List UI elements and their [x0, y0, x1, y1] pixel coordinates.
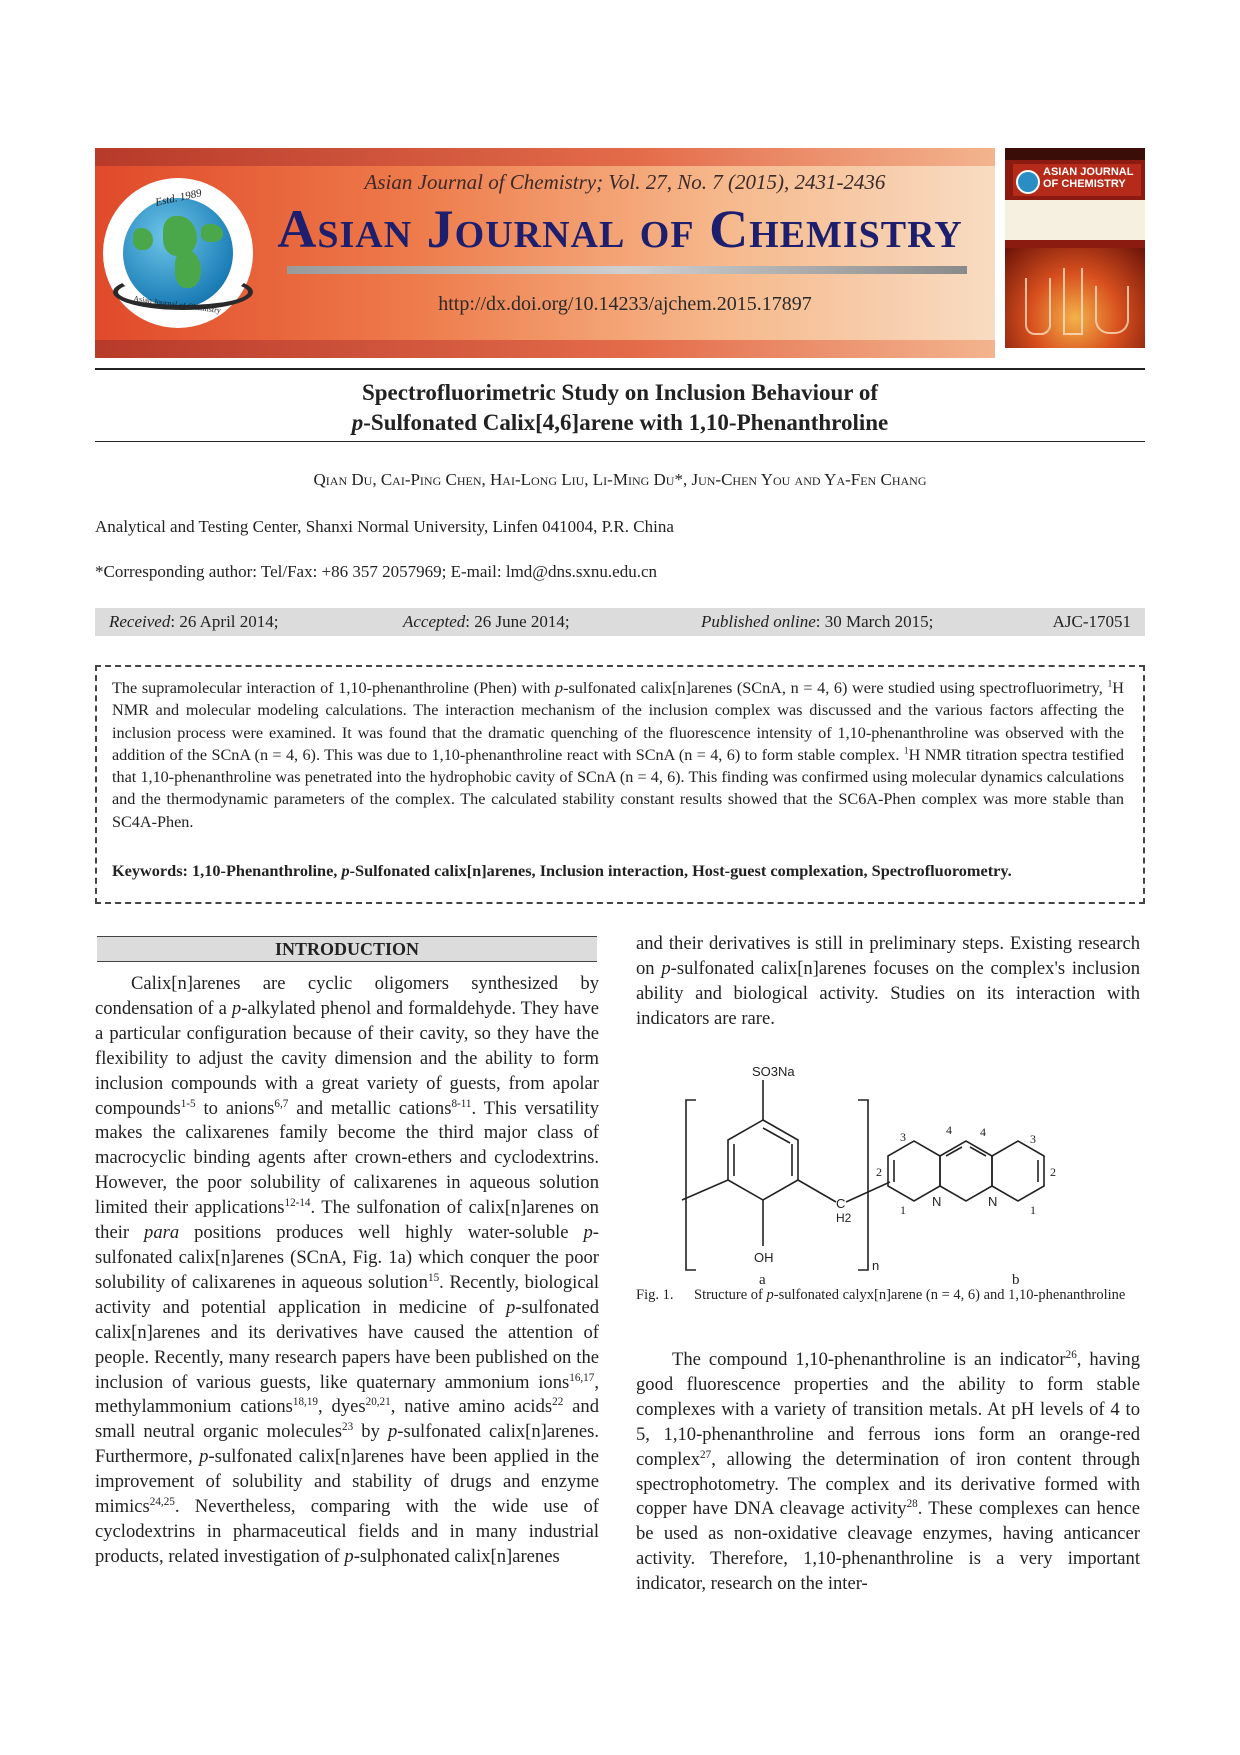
- h2-label: H2: [836, 1211, 852, 1225]
- intro-paragraph-continued: and their derivatives is still in preliminary steps. Existing research on p-sulfonated calix[n]arenes focuses on the complex's inclusion ability and biological activity. Studies on its interaction with indicators are rare.: [636, 933, 1140, 1029]
- phen-num-4a: 4: [946, 1123, 952, 1137]
- n-subscript: n: [872, 1258, 880, 1273]
- accepted-date: Accepted : 26 June 2014;: [403, 612, 570, 631]
- intro-right-column-bottom: [636, 1348, 1140, 1597]
- title-top-rule: [95, 368, 1145, 370]
- title-line-1: Spectrofluorimetric Study on Inclusion Behaviour of: [361, 380, 879, 405]
- intro-left-column: [95, 972, 599, 1570]
- article-title: [95, 378, 1145, 438]
- phen-middle-ring: [940, 1141, 992, 1201]
- intro-right-column-top: [636, 932, 1140, 1032]
- article-dates-bar: [95, 608, 1145, 636]
- keywords: Keywords: 1,10-Phenanthroline, p-Sulfonated calix[n]arenes, Inclusion interaction, Host-guest complexation, Spectrofluorometry.: [112, 861, 1012, 880]
- so3na-label: SO3Na: [752, 1064, 795, 1079]
- phen-num-2b: 2: [1050, 1165, 1056, 1179]
- figure-1-structures: [650, 1050, 1150, 1290]
- phen-left-ring: [888, 1141, 940, 1201]
- journal-globe-logo: [103, 178, 253, 328]
- intro-paragraph-1: Calix[n]arenes are cyclic oligomers synthesized by condensation of a p-alkylated phenol and formaldehyde. They have a particular configuration because of their cavity, so they have the flexibility to adjust the cavity dimension and the ability to form inclusion compounds with a great variety of guests, from apolar compounds$^{1-5}$ to anions$^{6,7}$ and metallic cations$^{8-11}$. This versatility makes the calixarenes family become the third major class of macrocyclic binding agents after crown-ethers and cyclodextrins. However, the poor solubility of calixarenes in aqueous solution limited their applications$^{12-14}$. The sulfonation of calix[n]arenes on their para positions produces well highly water-soluble p-sulfonated calix[n]arenes (SCnA, Fig. 1a) which conquer the poor solubility of calixarenes in aqueous solution$^{15}$. Recently, biological activity and potential application in medicine of p-sulfonated calix[n]arenes and its derivatives have caused the attention of people. Recently, many research papers have been published on the inclusion of various guests, like quaternary ammonium ions$^{16,17}$, methylammonium cations$^{18,19}$, dyes$^{20,21}$, native amino acids$^{22}$ and small neutral organic molecules$^{23}$ by p-sulfonated calix[n]arenes. Furthermore, p-sulfonated calix[n]arenes have been applied in the improvement of solubility and stability of drugs and enzyme mimics$^{24,25}$. Nevertheless, comparing with the wide use of cyclodextrins in pharmaceutical fields and in many industrial products, related investigation of p-sulphonated calix[n]arenes: [95, 973, 599, 1567]
- banner-bottom-stripe: [95, 340, 995, 358]
- intro-paragraph-2: The compound 1,10-phenanthroline is an indicator$^{26}$, having good fluorescence properties and the ability to form stable complexes with a variety of transition metals. At pH levels of 4 to 5, 1,10-phenanthroline and ferrous ions form an orange-red complex$^{27}$, allowing the determination of iron content through spectrophotometry. The complex and its derivative formed with copper have DNA cleavage activity$^{28}$. These complexes can hence be used as non-oxidative cleavage enzymes, having anticancer activity. Therefore, 1,10-phenanthroline is a very important indicator, research on the inter-: [636, 1348, 1140, 1595]
- label-a: a: [759, 1272, 766, 1288]
- cover-lab-image: [1005, 248, 1145, 348]
- cover-top-bar: [1005, 148, 1145, 160]
- received-date: Received : 26 April 2014;: [109, 612, 279, 631]
- journal-cover-thumbnail: [1005, 148, 1145, 348]
- phen-num-3b: 3: [1030, 1132, 1036, 1146]
- figure-caption-text: Structure of p-sulfonated calyx[n]arene (n = 4, 6) and 1,10-phenanthroline: [694, 1287, 1126, 1303]
- phen-num-2a: 2: [876, 1165, 882, 1179]
- benzene-ring: [728, 1120, 798, 1200]
- banner-top-stripe: [95, 148, 995, 166]
- title-bottom-rule: [95, 441, 1145, 442]
- author-list: Qian Du, Cai-Ping Chen, Hai-Long Liu, Li-Ming Du*, Jun-Chen You and Ya-Fen Chang: [313, 470, 927, 489]
- cover-title: ASIAN JOURNAL OF CHEMISTRY: [1043, 166, 1134, 190]
- journal-citation-line: Asian Journal of Chemistry; Vol. 27, No. 7 (2015), 2431-2436: [364, 170, 886, 194]
- bracket-left: [686, 1100, 696, 1270]
- phen-num-3a: 3: [900, 1130, 906, 1144]
- figure-caption-label: Fig. 1.: [636, 1287, 674, 1303]
- journal-name-rule: [287, 266, 967, 274]
- cover-logo-icon: [1016, 170, 1040, 194]
- phenanthroline-structure: [888, 1141, 1044, 1201]
- doi-link[interactable]: http://dx.doi.org/10.14233/ajchem.2015.17897: [438, 293, 812, 315]
- cover-title-bar: [1013, 164, 1141, 196]
- phen-n-right: N: [988, 1194, 998, 1209]
- article-id: AJC-17051: [1052, 612, 1131, 631]
- phen-right-ring: [992, 1141, 1044, 1201]
- abstract-box: [95, 665, 1145, 904]
- journal-banner: [95, 148, 1145, 358]
- calixarene-structure: [682, 1080, 890, 1270]
- journal-name: Asian Journal of Chemistry: [277, 199, 963, 259]
- introduction-heading: INTRODUCTION: [97, 936, 597, 962]
- label-b: b: [1012, 1272, 1020, 1288]
- abstract-text: The supramolecular interaction of 1,10-phenanthroline (Phen) with p-sulfonated calix[n]arenes (SCnA, n = 4, 6) were studied using spectrofluorimetry, $^1$H NMR and molecular modeling calculations. The interaction mechanism of the inclusion complex was discussed and the various factors affecting the inclusion process were examined. It was found that the dramatic quenching of the fluorescence intensity of 1,10-phenanthroline was observed with the addition of the SCnA (n = 4, 6). This was due to 1,10-phenanthroline react with SCnA (n = 4, 6) to form stable complex. $^1$H NMR titration spectra testified that 1,10-phenanthroline was penetrated into the hydrophobic cavity of SCnA (n = 4, 6). This finding was confirmed using molecular dynamics calculations and the thermodynamic parameters of the complex. The calculated stability constant results showed that the SC6A-Phen complex was more stable than SC4A-Phen.: [112, 678, 1124, 831]
- c-label: C: [836, 1196, 846, 1211]
- globe-ring-label: Asian Journal of Chemistry: [132, 293, 222, 316]
- phen-n-left: N: [932, 1194, 942, 1209]
- corresponding-author: *Corresponding author: Tel/Fax: +86 357 2057969; E-mail: lmd@dns.sxnu.edu.cn: [95, 562, 658, 581]
- phen-num-4b: 4: [980, 1125, 986, 1139]
- affiliation: Analytical and Testing Center, Shanxi Normal University, Linfen 041004, P.R. China: [95, 517, 674, 536]
- title-line-2: p-Sulfonated Calix[4,6]arene with 1,10-Phenanthroline: [351, 410, 889, 435]
- cover-band: [1005, 200, 1145, 240]
- phen-num-1b: 1: [1030, 1203, 1036, 1217]
- phen-num-1a: 1: [900, 1203, 906, 1217]
- oh-label: OH: [754, 1250, 774, 1265]
- bracket-right: [858, 1100, 868, 1270]
- published-date: Published online : 30 March 2015;: [701, 612, 934, 631]
- globe-estd-label: Estd. 1989: [154, 187, 203, 209]
